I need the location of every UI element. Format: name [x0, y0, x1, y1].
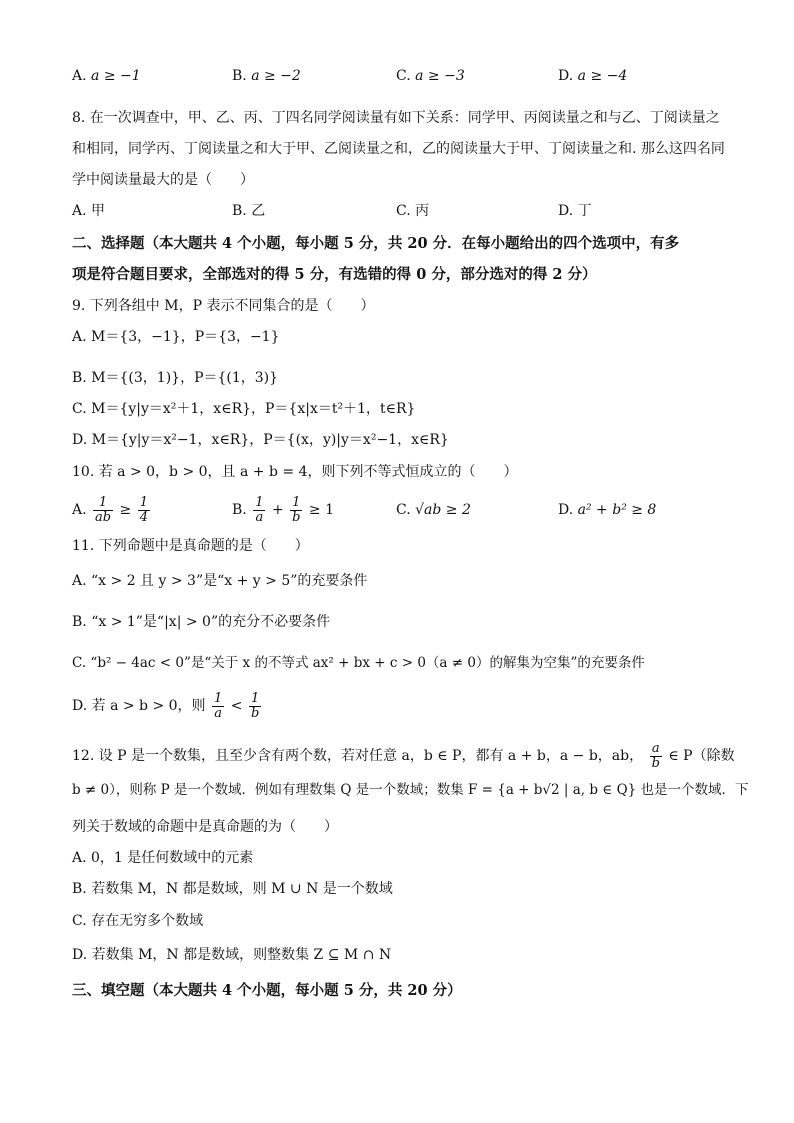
q8-line-3: 学中阅读量最大的是（ ） [72, 172, 254, 188]
q7-options [72, 64, 732, 88]
fraction: $\frac{1}{4}$ [139, 494, 149, 525]
q11-option-d: D. 若 a > b > 0，则 $\frac{1}{a}$ < $\frac{1}{b}$ [72, 690, 260, 721]
q10-option-b: B. $\frac{1}{a}$ + $\frac{1}{b}$ ≥ 1 [232, 494, 334, 525]
q10-option-a: A. $\frac{1}{ab}$ ≥ $\frac{1}{4}$ [72, 494, 149, 525]
q12-option-a: A. 0，1 是任何数域中的元素 [72, 850, 254, 866]
q8-option-b: B. 乙 [232, 203, 266, 219]
q8-option-c: C. 丙 [396, 203, 430, 219]
q9-option-d: D. M＝{y|y＝x²−1，x∈R}，P＝{(x，y)|y＝x²−1，x∈R} [72, 432, 449, 448]
q11-option-b: B. “x > 1”是“|x| > 0”的充分不必要条件 [72, 614, 331, 630]
q12-option-c: C. 存在无穷多个数域 [72, 913, 204, 929]
q9-option-c: C. M＝{y|y＝x²＋1，x∈R}，P＝{x|x＝t²＋1，t∈R} [72, 401, 416, 417]
q8-option-a: A. 甲 [72, 203, 106, 219]
q12-line-3: 列关于数域的命题中是真命题的为（ ） [72, 819, 338, 835]
q8-option-d: D. 丁 [558, 203, 592, 219]
q10-option-d: D. a² + b² ≥ 8 [558, 502, 657, 518]
section-3-heading: 三、填空题（本大题共 4 个小题，每小题 5 分，共 20 分） [72, 982, 462, 999]
q11-option-c: C. “b² − 4ac < 0”是“关于 x 的不等式 ax² + bx + c > 0（a ≠ 0）的解集为空集”的充要条件 [72, 655, 645, 671]
q9-stem: 9. 下列各组中 M，P 表示不同集合的是（ ） [72, 298, 375, 314]
q12-option-b: B. 若数集 M，N 都是数域，则 M ∪ N 是一个数域 [72, 881, 393, 897]
q9-option-b: B. M＝{(3，1)}，P＝{(1，3)} [72, 370, 279, 386]
q12-line-2: b ≠ 0），则称 P 是一个数域．例如有理数集 Q 是一个数域；数集 F = {a + b√2 | a, b ∈ Q} 也是一个数域．下 [72, 782, 749, 798]
q7-option-d: D. a ≥ −4 [558, 68, 628, 84]
q8-options [72, 199, 732, 223]
fraction: $\frac{a}{b}$ [651, 740, 660, 771]
section-2-heading-line-1: 二、选择题（本大题共 4 个小题，每小题 5 分，共 20 分．在每小题给出的四个选项中，有多 [72, 235, 680, 252]
section-2-heading-line-2: 项是符合题目要求，全部选对的得 5 分，有选错的得 0 分，部分选对的得 2 分） [72, 266, 597, 283]
q11-option-a: A. “x > 2 且 y > 3”是“x + y > 5”的充要条件 [72, 573, 368, 589]
fraction: $\frac{1}{b}$ [292, 494, 301, 525]
q7-option-a: A. a ≥ −1 [72, 68, 141, 84]
q9-option-a: A. M＝{3，−1}，P＝{3，−1} [72, 329, 280, 345]
fraction: $\frac{1}{a}$ [255, 494, 264, 525]
fraction: $\frac{1}{b}$ [250, 690, 260, 721]
fraction: $\frac{1}{ab}$ [95, 494, 112, 525]
q12-option-d: D. 若数集 M，N 都是数域，则整数集 Z ⊆ M ∩ N [72, 947, 392, 963]
q10-options [72, 492, 732, 528]
q12-line-1: 12. 设 P 是一个数集，且至少含有两个数，若对任意 a，b ∈ P，都有 a + b，a − b，ab， $\frac{a}{b}$ ∈ P（除数 [72, 740, 735, 771]
q11-stem: 11. 下列命题中是真命题的是（ ） [72, 538, 309, 554]
q10-option-c: C. √ab ≥ 2 [396, 502, 471, 518]
q7-option-c: C. a ≥ −3 [396, 68, 465, 84]
q10-stem: 10. 若 a > 0，b > 0，且 a + b = 4，则下列不等式恒成立的（ ） [72, 464, 518, 480]
q8-line-1: 8. 在一次调查中，甲、乙、丙、丁四名同学阅读量有如下关系：同学甲、丙阅读量之和与乙、丁阅读量之 [72, 110, 720, 126]
q8-line-2: 和相同，同学丙、丁阅读量之和大于甲、乙阅读量之和，乙的阅读量大于甲、丁阅读量之和. 那么这四名同 [72, 141, 725, 157]
q7-option-b: B. a ≥ −2 [232, 68, 301, 84]
fraction: $\frac{1}{a}$ [214, 690, 223, 721]
